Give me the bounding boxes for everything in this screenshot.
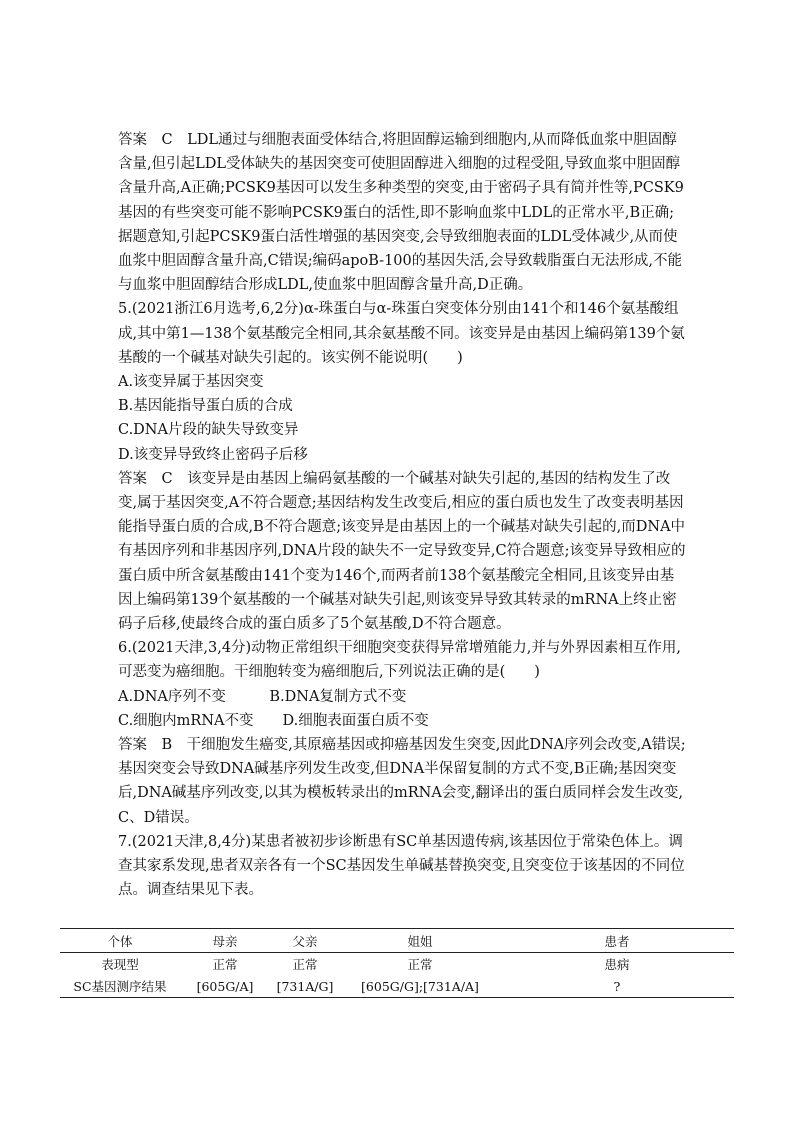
table-row [60,975,734,998]
table-cell: [605G/G];[731A/A] [340,975,500,998]
table-header-cell: 患者 [500,929,734,953]
answer-4-explanation: 答案 C LDL通过与细胞表面受体结合,将胆固醇运输到细胞内,从而降低血浆中胆固醇含量,但引起LDL受体缺失的基因突变可使胆固醇进入细胞的过程受阻,导致血浆中胆固醇含量升高,A正确;PCSK9基因可以发生多种类型的突变,由于密码子具有简并性等,PCSK9基因的有些突变可能不影响PCSK9蛋白的活性,即不影响血浆中LDL的正常水平,B正确;据题意知,引起PCSK9蛋白活性增强的基因突变,会导致细胞表面的LDL受体减少,从而使血浆中胆固醇含量升高,C错误;编码apoB-100的基因失活,会导致载脂蛋白无法形成,不能与血浆中胆固醇结合形成LDL,使血浆中胆固醇含量升高,D正确。 [118,132,684,294]
table-cell: 正常 [292,957,318,972]
question-5-option-c: C.DNA片段的缺失导致变异 [118,422,299,439]
table-header-cell: 个体 [60,929,180,953]
answer-6-explanation: 答案 B 干细胞发生癌变,其原癌基因或抑癌基因发生突变,因此DNA序列会改变,A错误;基因突变会导致DNA碱基序列发生改变,但DNA半保留复制的方式不变,B正确;基因突变后,DNA碱基序列改变,以其为模板转录出的mRNA会变,翻译出的蛋白质同样会发生改变,C、D错误。 [118,737,686,826]
table-header-cell: 父亲 [270,929,340,953]
question-6-options-cd: C.细胞内mRNA不变 D.细胞表面蛋白质不变 [118,712,429,729]
question-7-stem: 7.(2021天津,8,4分)某患者被初步诊断患有SC单基因遗传病,该基因位于常染色体上。调查其家系发现,患者双亲各有一个SC基因发生单碱基替换突变,且突变位于该基因的不同位点。调查结果见下表。 [118,833,685,899]
question-6-options-ab: A.DNA序列不变 B.DNA复制方式不变 [118,688,407,705]
table-header-row [60,929,734,953]
question-5-option-a: A.该变异属于基因突变 [118,374,264,391]
table-cell: [731A/G] [270,975,340,998]
table-row [60,953,734,976]
table-cell: 正常 [407,957,433,972]
table-cell: SC基因测序结果 [60,975,180,998]
text-body [118,128,688,903]
answer-5-explanation: 答案 C 该变异是由基因上编码氨基酸的一个碱基对缺失引起的,基因的结构发生了改变,属于基因突变,A不符合题意;基因结构发生改变后,相应的蛋白质也发生了改变表明基因能指导蛋白质的合成,B不符合题意;该变异是由基因上的一个碱基对缺失引起的,而DNA中有基因序列和非基因序列,DNA片段的缺失不一定导致变异,C符合题意;该变异导致相应的蛋白质中所含氨基酸由141个变为146个,而两者前138个氨基酸完全相同,且该变异由基因上编码第139个氨基酸的一个碱基对缺失引起,则该变异导致其转录的mRNA上终止密码子后移,使最终合成的蛋白质多了5个氨基酸,D不符合题意。 [118,470,686,633]
table-cell: 患病 [604,957,630,972]
table-header-cell: 姐姐 [340,929,500,953]
table-cell: [605G/A] [180,975,270,998]
sc-gene-results-table [60,928,734,998]
table-cell: ? [500,975,734,998]
question-6-stem: 6.(2021天津,3,4分)动物正常组织干细胞突变获得异常增殖能力,并与外界因素相互作用,可恶变为癌细胞。干细胞转变为癌细胞后,下列说法正确的是( ) [118,640,681,681]
question-5-option-b: B.基因能指导蛋白质的合成 [118,398,293,415]
table-header-cell: 母亲 [180,929,270,953]
results-table-wrap [60,928,734,998]
table-cell: 正常 [212,957,238,972]
table-cell: 表现型 [101,957,139,972]
question-5-option-d: D.该变异导致终止密码子后移 [118,446,308,463]
question-5-stem: 5.(2021浙江6月选考,6,2分)α-珠蛋白与α-珠蛋白突变体分别由141个和146个氨基酸组成,其中第1—138个氨基酸完全相同,其余氨基酸不同。该变异是由基因上编码第139个氨基酸的一个碱基对缺失引起的。该实例不能说明( ) [118,301,685,366]
